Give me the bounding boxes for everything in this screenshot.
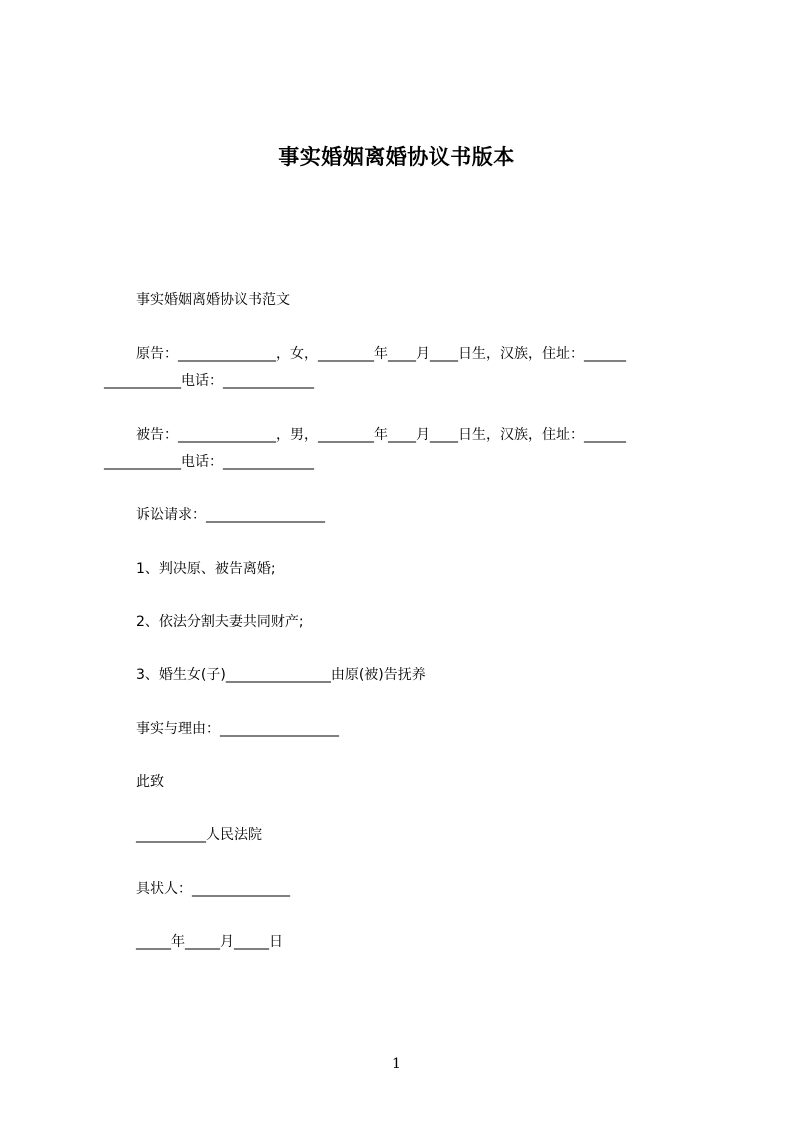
claim-item: 1、判决原、被告离婚; bbox=[136, 561, 276, 577]
facts-label: 事实与理由：_________________ bbox=[136, 721, 339, 737]
date-line: _____年_____月_____日 bbox=[136, 934, 283, 950]
document-subtitle: 事实婚姻离婚协议书范文 bbox=[136, 292, 290, 308]
claim-item: 3、婚生女(子)_______________由原(被)告抚养 bbox=[136, 667, 426, 683]
claim-item: 2、依法分割夫妻共同财产; bbox=[136, 614, 304, 630]
court-line: __________人民法院 bbox=[136, 827, 262, 843]
defendant-line-2: ___________电话：_____________ bbox=[104, 454, 314, 470]
claims-label: 诉讼请求：_________________ bbox=[136, 507, 325, 523]
page-number: 1 bbox=[392, 1056, 401, 1072]
petitioner-line: 具状人：______________ bbox=[136, 881, 290, 897]
document-title: 事实婚姻离婚协议书版本 bbox=[278, 145, 515, 169]
plaintiff-line-1: 原告：______________，女，________年____月____日生，汉族，住址：______ bbox=[136, 346, 626, 362]
salutation: 此致 bbox=[136, 774, 164, 790]
plaintiff-line-2: ___________电话：_____________ bbox=[104, 373, 314, 389]
defendant-line-1: 被告：______________，男，________年____月____日生，汉族，住址：______ bbox=[136, 427, 626, 443]
